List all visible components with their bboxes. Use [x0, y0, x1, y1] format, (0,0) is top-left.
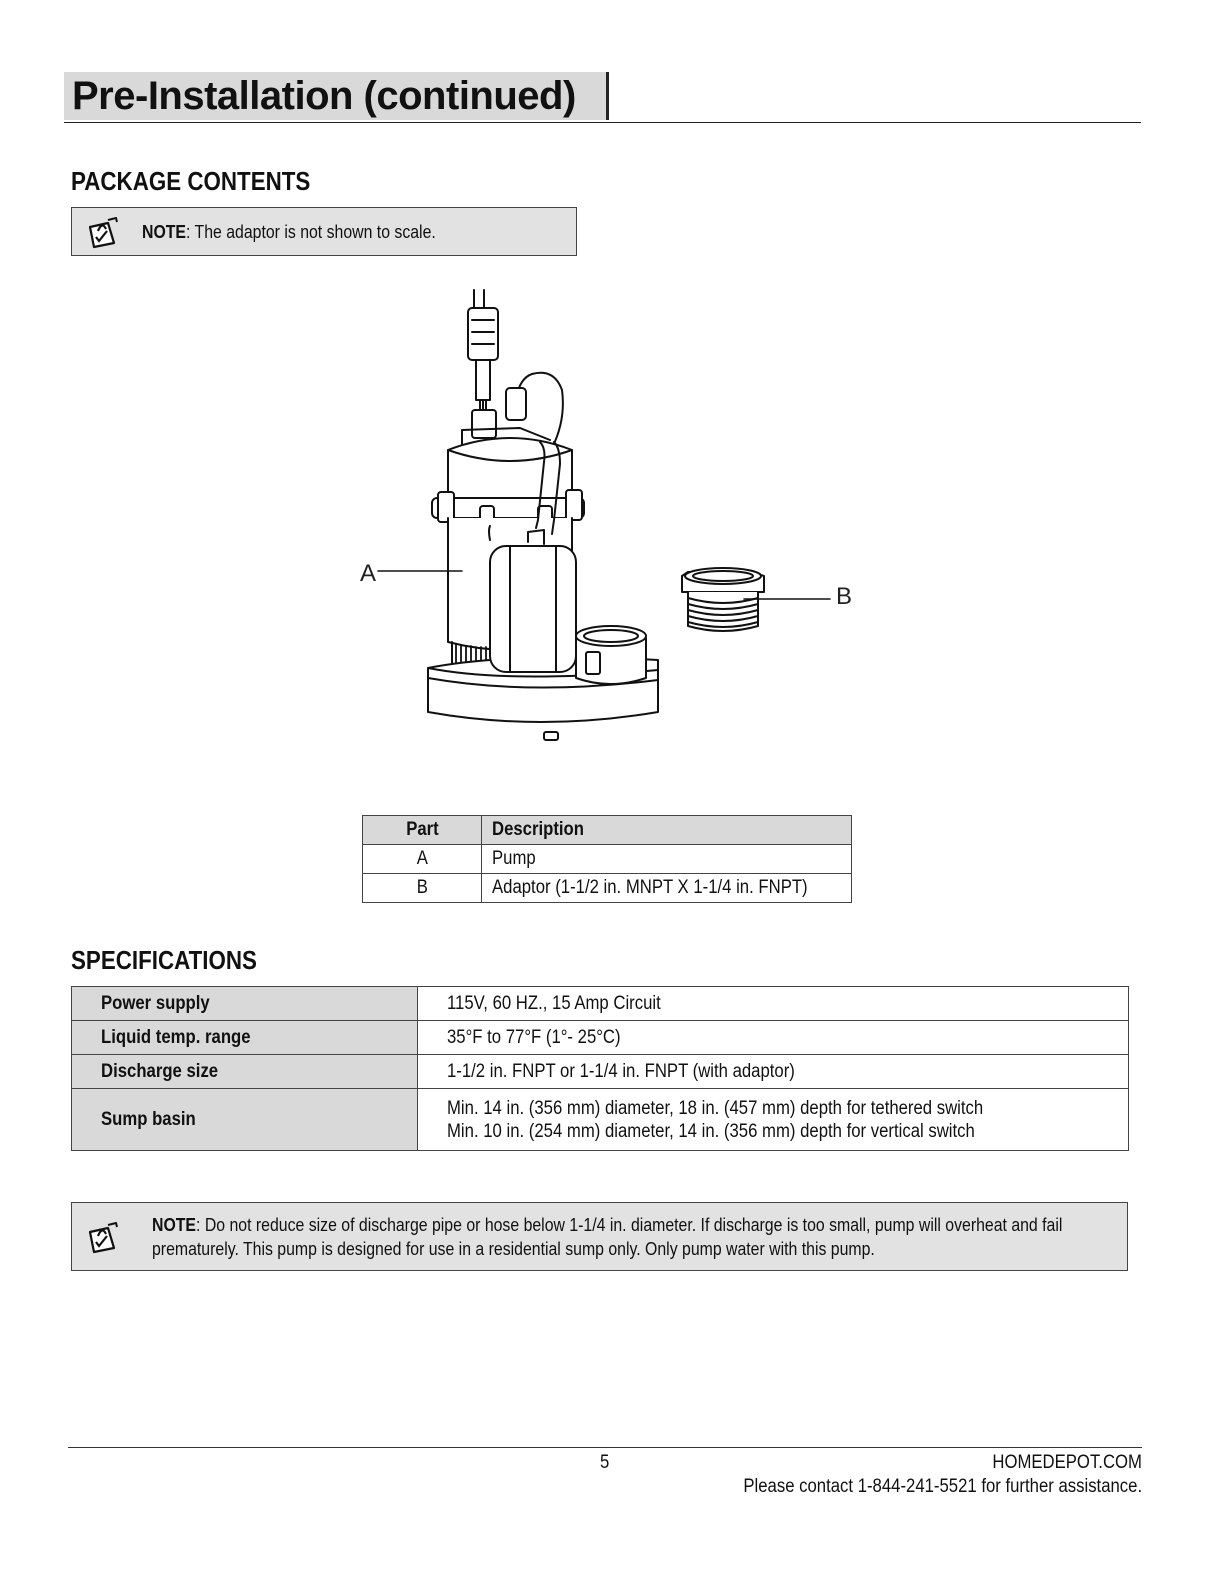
note-body: : Do not reduce size of discharge pipe or hose below 1-1/4 in. diameter. If discharge is too small, pump will overheat and fail prematurely. This pump is designed for use in a residential sump only. Only pump water with this pump. — [152, 1215, 1063, 1259]
page-title: Pre-Installation (continued) — [72, 74, 576, 118]
scale-note — [71, 207, 577, 256]
page-title-box — [64, 72, 609, 120]
table-row — [72, 1055, 1129, 1089]
package-contents-heading: PACKAGE CONTENTS — [71, 166, 311, 196]
part-letter: B — [363, 874, 482, 903]
note-icon — [86, 217, 120, 249]
specifications-heading: SPECIFICATIONS — [71, 945, 257, 975]
callout-b: B — [836, 583, 853, 610]
spec-value-line: Min. 10 in. (254 mm) diameter, 14 in. (356 mm) depth for vertical switch — [447, 1120, 975, 1142]
table-row — [72, 987, 1129, 1021]
spec-label: Discharge size — [72, 1055, 418, 1089]
table-row — [363, 874, 852, 903]
discharge-note-text — [152, 1213, 1085, 1261]
specifications-table — [71, 986, 1129, 1151]
discharge-note — [71, 1202, 1128, 1271]
pump-illustration — [340, 280, 880, 750]
page-header — [64, 72, 1141, 123]
callout-a: A — [360, 560, 377, 587]
spec-value: 1-1/2 in. FNPT or 1-1/4 in. FNPT (with adaptor) — [418, 1055, 1129, 1089]
part-description: Pump — [482, 845, 852, 874]
parts-table — [362, 815, 852, 903]
note-label: NOTE — [152, 1215, 197, 1235]
part-description: Adaptor (1-1/2 in. MNPT X 1-1/4 in. FNPT) — [482, 874, 852, 903]
table-row — [363, 845, 852, 874]
spec-value — [418, 1089, 1129, 1151]
parts-header-part: Part — [363, 816, 482, 845]
spec-value: 115V, 60 HZ., 15 Amp Circuit — [418, 987, 1129, 1021]
spec-value: 35°F to 77°F (1°- 25°C) — [418, 1021, 1129, 1055]
footer-contact: Please contact 1-844-241-5521 for further assistance. — [743, 1476, 1142, 1497]
spec-label: Power supply — [72, 987, 418, 1021]
part-letter: A — [363, 845, 482, 874]
note-body: : The adaptor is not shown to scale. — [186, 222, 436, 242]
table-row — [72, 1021, 1129, 1055]
power-plug — [468, 290, 498, 410]
note-icon — [86, 1222, 120, 1254]
note-label: NOTE — [142, 222, 187, 242]
parts-header-description: Description — [482, 816, 852, 845]
scale-note-text — [142, 220, 436, 244]
spec-value-line: Min. 14 in. (356 mm) diameter, 18 in. (457 mm) depth for tethered switch — [447, 1097, 984, 1119]
table-row — [72, 1089, 1129, 1151]
page-number: 5 — [600, 1452, 610, 1473]
spec-label: Liquid temp. range — [72, 1021, 418, 1055]
footer-divider — [68, 1447, 1142, 1448]
spec-label: Sump basin — [72, 1089, 418, 1151]
footer-website: HOMEDEPOT.COM — [992, 1452, 1142, 1473]
parts-table-header — [363, 816, 852, 845]
